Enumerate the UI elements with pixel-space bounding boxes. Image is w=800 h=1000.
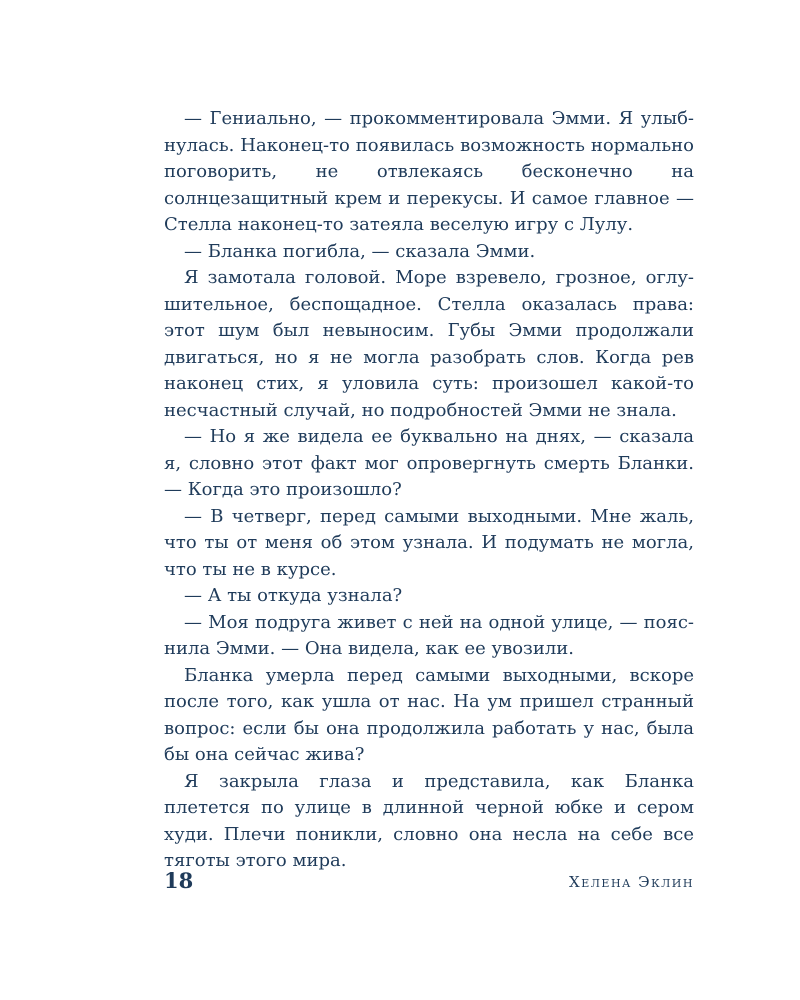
paragraph-5: — В четверг, перед самыми выходными. Мне жаль, что ты от меня об этом узнала. И подумать не могла, что ты не в курсе. [164, 505, 694, 580]
page-footer [164, 866, 694, 896]
body-text [164, 106, 694, 875]
paragraph-2: — Бланка погибла, — сказала Эмми. [184, 240, 536, 262]
page-number: 18 [164, 868, 194, 893]
paragraph-1: — Гениально, — прокомментировала Эмми. Я улыбнулась. Наконец-то появилась возможность нормально поговорить, не отвлекаясь бесконечно на солнцезащитный крем и перекусы. И самое главное — Стелла наконец-то затеяла веселую игру с Лулу. [164, 108, 694, 235]
paragraph-9: Я закрыла глаза и представила, как Бланка плетется по улице в длинной черной юбке и сером худи. Плечи поникли, словно она несла на себе все тяготы этого мира. [164, 770, 694, 871]
running-head-author: Хелена Эклин [569, 873, 694, 891]
paragraph-8: Бланка умерла перед самыми выходными, вскоре после того, как ушла от нас. На ум пришел странный вопрос: если бы она продолжила работать у нас, была бы она сейчас жива? [164, 664, 694, 765]
paragraph-7: — Моя подруга живет с ней на одной улице, — пояснила Эмми. — Она видела, как ее увозили. [164, 611, 694, 659]
paragraph-6: — А ты откуда узнала? [184, 585, 403, 606]
paragraph-4: — Но я же видела ее буквально на днях, — сказала я, словно этот факт мог опровергнуть смерть Бланки. — Когда это произошло? [164, 426, 694, 500]
paragraph-3: Я замотала головой. Море взревело, грозное, оглушительное, беспощадное. Стелла оказалась права: этот шум был невыносим. Губы Эмми продолжали двигаться, но я не могла разобрать слов. Когда рев наконец стих, я уловила суть: произошел какой-то несчастный случай, но подробностей Эмми не знала. [164, 267, 694, 421]
